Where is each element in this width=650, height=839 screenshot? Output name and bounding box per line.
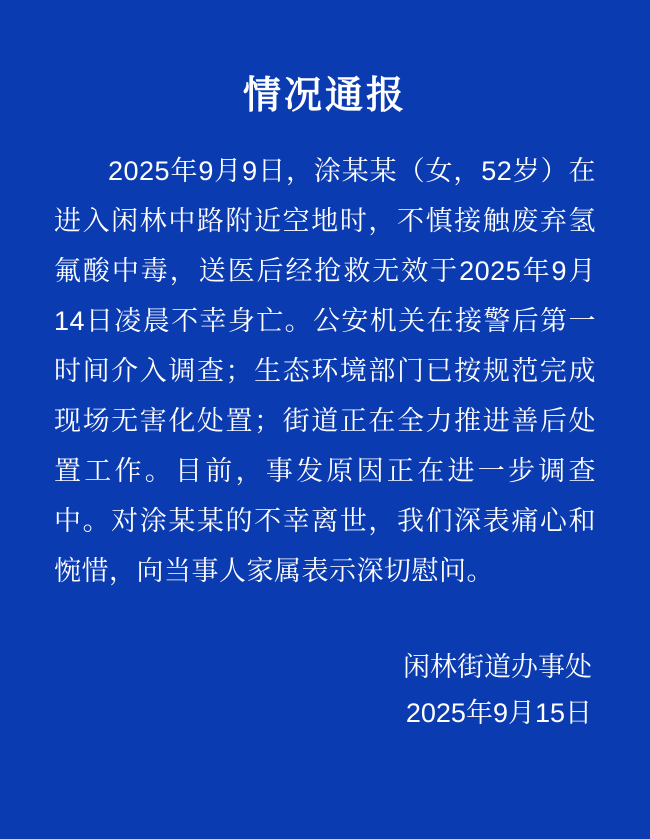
page-title: 情况通报 [242, 75, 407, 117]
signature-date: 2025年9月15日 [405, 698, 592, 729]
signature-block [54, 645, 596, 809]
signature-organization: 闲林街道办事处 [403, 652, 592, 683]
announcement-body: 2025年9月9日，涂某某（女，52岁）在进入闲林中路附近空地时，不慎接触废弃氢氟酸中毒，送医后经抢救无效于2025年9月14日凌晨不幸身亡。公安机关在接警后第一时间介入调查；生态环境部门已按规范完成现场无害化处置；街道正在全力推进善后处置工作。目前，事发原因正在进一步调查中。对涂某某的不幸离世，我们深表痛心和惋惜，向当事人家属表示深切慰问。 [54, 156, 596, 586]
